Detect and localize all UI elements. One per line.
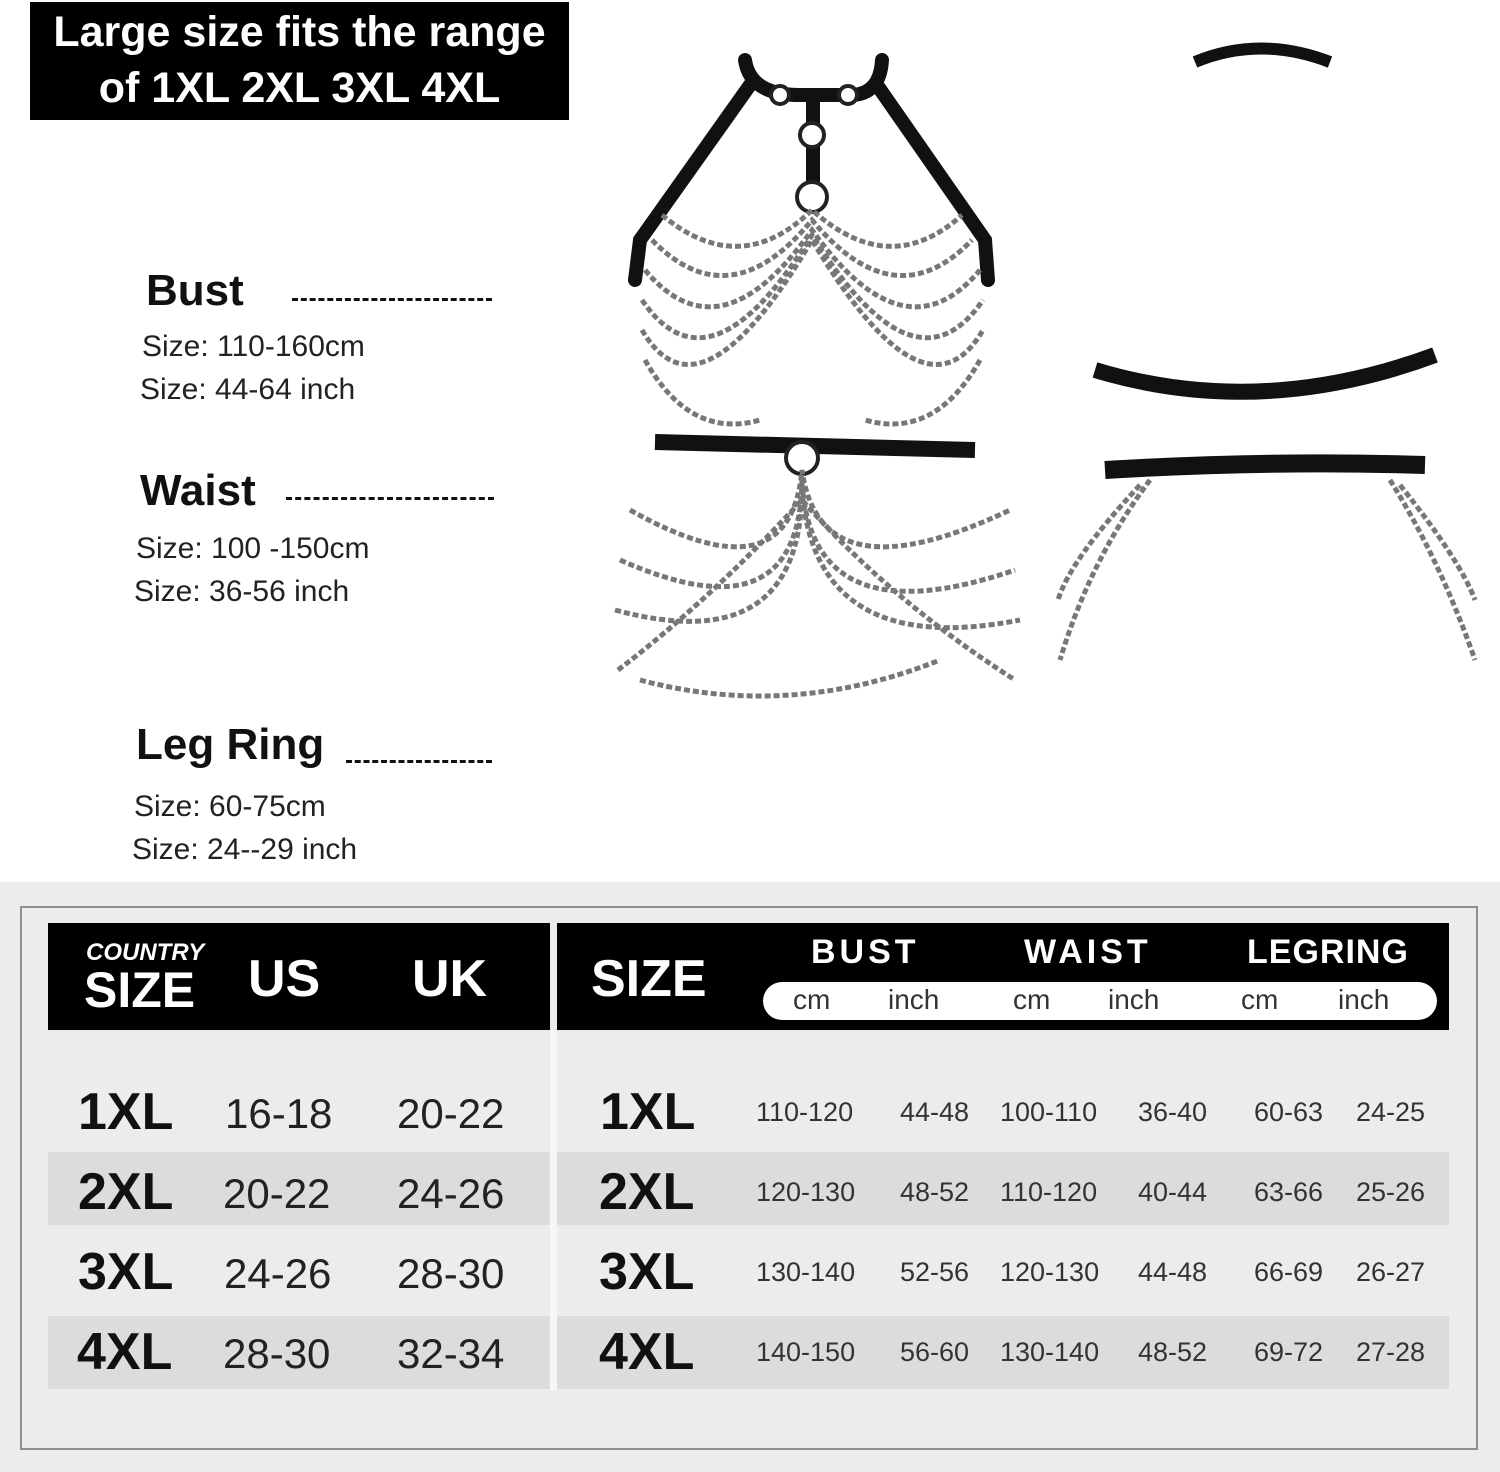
waist-size-cm: Size: 100 -150cm bbox=[136, 532, 370, 565]
row-us: 16-18 bbox=[225, 1090, 333, 1137]
row-leg-inch: 24-25 bbox=[1356, 1097, 1426, 1127]
row-waist-inch: 44-48 bbox=[1138, 1257, 1208, 1287]
legring-cm-unit: cm bbox=[1241, 984, 1279, 1015]
row-leg-inch: 25-26 bbox=[1356, 1177, 1426, 1207]
units-pill bbox=[763, 982, 1437, 1020]
row-bust-cm: 120-130 bbox=[756, 1177, 856, 1207]
row-size-2: 1XL bbox=[600, 1083, 696, 1141]
harness-back-illustration bbox=[1058, 49, 1475, 661]
row-leg-cm: 69-72 bbox=[1254, 1337, 1324, 1367]
leg-ring-size-cm: Size: 60-75cm bbox=[134, 790, 326, 823]
row-leg-cm: 66-69 bbox=[1254, 1257, 1324, 1287]
row-uk: 20-22 bbox=[397, 1090, 505, 1137]
bust-inch-unit: inch bbox=[888, 984, 940, 1015]
waist-inch-unit: inch bbox=[1108, 984, 1160, 1015]
waist-cm-unit: cm bbox=[1013, 984, 1051, 1015]
waist-group-header: WAIST bbox=[1024, 933, 1152, 971]
row-bust-cm: 110-120 bbox=[756, 1097, 854, 1127]
row-leg-inch: 27-28 bbox=[1356, 1337, 1426, 1367]
row-bust-inch: 48-52 bbox=[900, 1177, 970, 1207]
leg-ring-size-inch: Size: 24--29 inch bbox=[132, 833, 358, 866]
bust-size-cm: Size: 110-160cm bbox=[142, 330, 365, 363]
waist-size-inch: Size: 36-56 inch bbox=[134, 575, 350, 608]
column-divider bbox=[550, 1030, 557, 1390]
row-size: 1XL bbox=[78, 1083, 174, 1141]
row-bust-cm: 130-140 bbox=[756, 1257, 856, 1287]
row-bust-inch: 52-56 bbox=[900, 1257, 970, 1287]
row-bust-cm: 140-150 bbox=[756, 1337, 856, 1367]
row-us: 24-26 bbox=[224, 1250, 332, 1297]
us-header: US bbox=[248, 950, 321, 1008]
waist-title: Waist bbox=[140, 466, 256, 515]
banner-line-1: Large size fits the range bbox=[53, 8, 546, 56]
row-bust-inch: 56-60 bbox=[900, 1337, 970, 1367]
row-uk: 24-26 bbox=[397, 1170, 505, 1217]
row-size-2: 3XL bbox=[599, 1243, 695, 1301]
row-waist-cm: 100-110 bbox=[1000, 1097, 1098, 1127]
bust-group-header: BUST bbox=[811, 933, 920, 971]
legring-group-header: LEGRING bbox=[1247, 933, 1409, 971]
row-leg-cm: 63-66 bbox=[1254, 1177, 1324, 1207]
bust-size-inch: Size: 44-64 inch bbox=[140, 373, 356, 406]
row-leg-inch: 26-27 bbox=[1356, 1257, 1426, 1287]
country-label: COUNTRY bbox=[86, 939, 205, 966]
row-us: 28-30 bbox=[223, 1330, 331, 1377]
row-size: 4XL bbox=[77, 1323, 173, 1381]
waist-dash-line bbox=[286, 497, 494, 500]
row-waist-cm: 120-130 bbox=[1000, 1257, 1100, 1287]
row-size-2: 2XL bbox=[599, 1163, 695, 1221]
row-size-2: 4XL bbox=[599, 1323, 695, 1381]
row-uk: 28-30 bbox=[397, 1250, 505, 1297]
bust-dash-line bbox=[292, 298, 492, 301]
country-size-label: SIZE bbox=[84, 962, 196, 1018]
legring-inch-unit: inch bbox=[1338, 984, 1390, 1015]
row-waist-inch: 48-52 bbox=[1138, 1337, 1208, 1367]
chain-harness-front-illustration bbox=[590, 40, 1490, 720]
row-bust-inch: 44-48 bbox=[900, 1097, 970, 1127]
banner-line-2: of 1XL 2XL 3XL 4XL bbox=[98, 64, 501, 112]
measurement-header bbox=[557, 923, 1449, 1030]
size-header: SIZE bbox=[591, 950, 707, 1008]
bust-cm-unit: cm bbox=[793, 984, 831, 1015]
leg-ring-title: Leg Ring bbox=[136, 720, 325, 769]
row-size: 2XL bbox=[78, 1163, 174, 1221]
row-us: 20-22 bbox=[223, 1170, 331, 1217]
row-leg-cm: 60-63 bbox=[1254, 1097, 1324, 1127]
uk-header: UK bbox=[412, 950, 488, 1008]
row-size: 3XL bbox=[78, 1243, 174, 1301]
row-uk: 32-34 bbox=[397, 1330, 505, 1377]
bust-title: Bust bbox=[146, 266, 244, 315]
row-waist-cm: 130-140 bbox=[1000, 1337, 1100, 1367]
harness-product-illustration bbox=[590, 40, 1490, 720]
row-waist-inch: 40-44 bbox=[1138, 1177, 1208, 1207]
row-waist-cm: 110-120 bbox=[1000, 1177, 1098, 1207]
row-waist-inch: 36-40 bbox=[1138, 1097, 1208, 1127]
leg-ring-dash-line bbox=[346, 760, 492, 763]
size-range-banner bbox=[30, 2, 569, 120]
country-size-header bbox=[48, 923, 550, 1030]
